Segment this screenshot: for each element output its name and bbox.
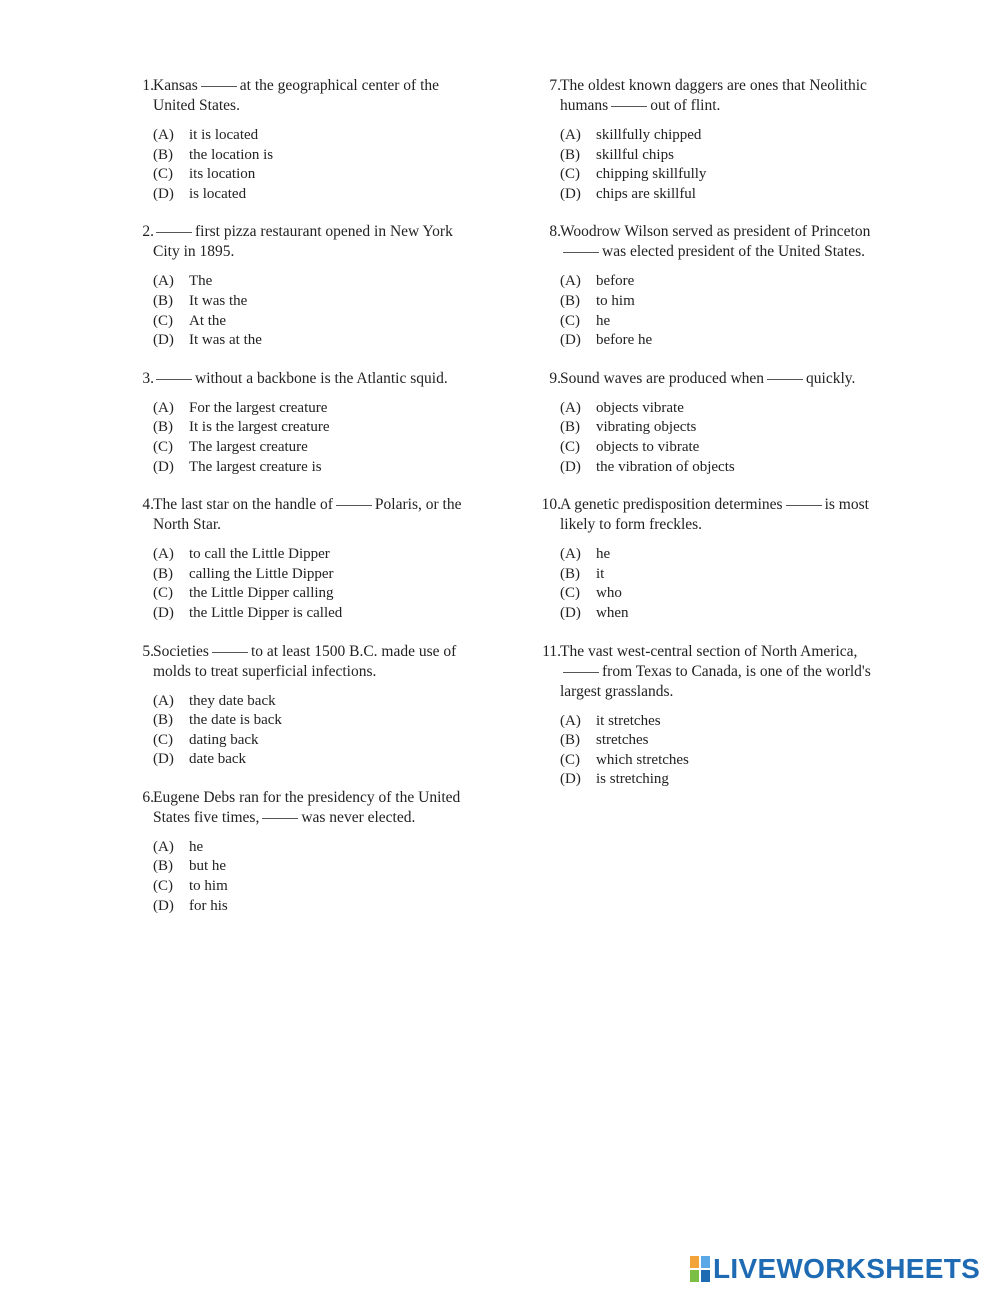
answer-option	[153, 838, 478, 858]
right-question-column	[535, 76, 880, 808]
answer-option	[153, 292, 478, 312]
option-text: skillfully chipped	[596, 127, 702, 143]
option-letter: (D)	[153, 604, 174, 621]
option-text: to him	[189, 878, 228, 895]
question-number: 5.	[142, 642, 154, 660]
question-stem	[153, 76, 478, 116]
option-text: but he	[189, 858, 227, 875]
question-2	[128, 222, 478, 350]
question-8	[535, 222, 880, 350]
option-letter: (C)	[153, 312, 173, 329]
stem-text-before-blank: Sound waves are produced when	[560, 369, 765, 387]
option-text: The largest creature	[189, 438, 308, 455]
stem-text-after-blank: to at least 1500 B.C. made use of molds to treat superficial infections.	[153, 642, 457, 680]
answer-option	[560, 438, 880, 458]
answer-option	[153, 331, 478, 351]
answer-option	[560, 146, 880, 166]
question-3	[128, 369, 478, 477]
question-4	[128, 495, 478, 623]
option-letter: (A)	[560, 712, 581, 729]
option-letter: (B)	[153, 146, 173, 163]
question-number: 6.	[142, 788, 154, 806]
question-stem	[153, 788, 478, 828]
answer-option	[560, 604, 880, 624]
answer-option	[153, 750, 478, 770]
question-9	[535, 369, 880, 477]
option-letter: (A)	[560, 273, 581, 290]
option-letter: (A)	[153, 273, 174, 290]
answer-option	[153, 272, 478, 292]
option-text: skillful chips	[596, 146, 674, 163]
stem-text-after-blank: first pizza restaurant opened in New York City in 1895.	[153, 223, 453, 261]
liveworksheets-logo	[690, 1254, 980, 1284]
answer-options	[153, 126, 478, 204]
option-text: vibrating objects	[596, 419, 697, 436]
option-text: which stretches	[596, 751, 689, 768]
answer-option	[153, 604, 478, 624]
option-text: It was at the	[189, 332, 262, 349]
option-letter: (A)	[153, 546, 174, 563]
option-letter: (C)	[153, 878, 173, 895]
option-letter: (D)	[560, 771, 581, 788]
answer-option	[560, 584, 880, 604]
option-letter: (B)	[153, 858, 173, 875]
option-text: to him	[596, 292, 635, 309]
answer-option	[153, 146, 478, 166]
answer-option	[560, 272, 880, 292]
question-stem	[153, 642, 478, 682]
stem-text-before-blank: Eugene Debs ran for the presidency of the United States five times,	[153, 788, 461, 826]
option-letter: (A)	[560, 127, 581, 143]
answer-blank	[563, 252, 599, 253]
question-stem	[153, 495, 478, 535]
option-text: who	[596, 585, 622, 602]
option-text: dating back	[189, 731, 259, 748]
option-text: chips are skillful	[596, 185, 696, 202]
option-text: for his	[189, 897, 228, 914]
answer-option	[560, 731, 880, 751]
answer-option	[153, 584, 478, 604]
answer-option	[560, 712, 880, 732]
stem-text-after-blank: without a backbone is the Atlantic squid.	[195, 369, 448, 387]
answer-options	[153, 838, 478, 916]
option-text: It is the largest creature	[189, 419, 330, 436]
answer-options	[560, 272, 880, 350]
answer-option	[153, 692, 478, 712]
option-letter: (A)	[153, 838, 174, 855]
answer-option	[153, 165, 478, 185]
option-letter: (C)	[560, 438, 580, 455]
option-text: the location is	[189, 146, 274, 163]
option-text: before	[596, 273, 635, 290]
option-text: The	[189, 273, 213, 290]
question-11	[535, 642, 880, 790]
question-number: 1.	[142, 77, 154, 94]
answer-blank	[156, 379, 192, 380]
answer-option	[153, 877, 478, 897]
option-letter: (B)	[560, 732, 580, 749]
answer-blank	[786, 505, 822, 506]
stem-text-before-blank: A genetic predisposition determines	[560, 496, 783, 514]
question-1	[128, 76, 478, 204]
option-letter: (C)	[560, 166, 580, 183]
stem-text-before-blank: The last star on the handle of	[153, 496, 333, 514]
question-number: 8.	[549, 223, 561, 241]
option-text: before he	[596, 332, 653, 349]
answer-option	[153, 399, 478, 419]
question-number: 7.	[549, 77, 561, 94]
option-letter: (A)	[153, 692, 174, 709]
question-number: 10.	[541, 496, 561, 514]
option-letter: (B)	[153, 712, 173, 729]
option-text: its location	[189, 166, 256, 183]
answer-option	[560, 399, 880, 419]
answer-option	[560, 126, 880, 146]
answer-option	[560, 458, 880, 478]
option-text: the Little Dipper is called	[189, 604, 343, 621]
stem-text-after-blank: at the geographical center of the United States.	[153, 77, 440, 114]
option-text: objects to vibrate	[596, 438, 700, 455]
option-text: It was the	[189, 292, 248, 309]
answer-blank	[611, 106, 647, 107]
option-text: he	[189, 838, 204, 855]
stem-text-after-blank: is most likely to form freckles.	[560, 496, 869, 534]
option-letter: (C)	[153, 731, 173, 748]
stem-text-after-blank: was elected president of the United States.	[602, 243, 865, 261]
question-10	[535, 495, 880, 623]
option-letter: (C)	[560, 585, 580, 602]
answer-blank	[156, 232, 192, 233]
answer-options	[560, 545, 880, 623]
option-letter: (D)	[560, 458, 581, 475]
answer-option	[153, 545, 478, 565]
question-number: 9.	[549, 369, 561, 387]
option-letter: (D)	[153, 185, 174, 202]
option-text: he	[596, 546, 611, 563]
option-letter: (B)	[560, 292, 580, 309]
answer-option	[560, 418, 880, 438]
option-text: he	[596, 312, 611, 329]
question-number: 3.	[142, 369, 154, 387]
stem-text-before-blank: Societies	[153, 642, 209, 660]
question-number: 4.	[142, 496, 154, 514]
option-text: objects vibrate	[596, 399, 684, 416]
option-letter: (A)	[560, 399, 581, 416]
option-text: the date is back	[189, 712, 282, 729]
option-letter: (D)	[153, 332, 174, 349]
question-number: 2.	[142, 223, 154, 241]
answer-option	[560, 331, 880, 351]
answer-option	[560, 770, 880, 790]
answer-blank	[336, 505, 372, 506]
answer-option	[153, 711, 478, 731]
option-text: calling the Little Dipper	[189, 565, 334, 582]
option-text: to call the Little Dipper	[189, 546, 330, 563]
answer-option	[560, 545, 880, 565]
option-text: when	[596, 604, 629, 621]
option-letter: (D)	[153, 897, 174, 914]
liveworksheets-logo-icon	[690, 1256, 710, 1282]
answer-blank	[262, 818, 298, 819]
answer-option	[153, 565, 478, 585]
answer-options	[560, 126, 880, 204]
option-text: At the	[189, 312, 227, 329]
answer-option	[560, 565, 880, 585]
answer-option	[153, 438, 478, 458]
stem-text-after-blank: Polaris, or the North Star.	[153, 496, 462, 534]
answer-options	[153, 272, 478, 350]
option-letter: (C)	[560, 312, 580, 329]
left-question-column	[128, 76, 478, 934]
option-letter: (C)	[153, 585, 173, 602]
option-letter: (D)	[560, 332, 581, 349]
answer-options	[560, 712, 880, 790]
option-text: date back	[189, 751, 247, 768]
answer-option	[153, 458, 478, 478]
stem-text-before-blank: Woodrow Wilson served as president of Princeton	[560, 223, 871, 241]
option-text: they date back	[189, 692, 276, 709]
option-letter: (D)	[153, 458, 174, 475]
option-letter: (D)	[560, 185, 581, 202]
question-stem	[153, 369, 478, 389]
question-6	[128, 788, 478, 916]
answer-option	[560, 312, 880, 332]
option-letter: (C)	[153, 166, 173, 183]
answer-options	[153, 692, 478, 770]
question-stem	[153, 222, 478, 262]
answer-option	[153, 897, 478, 917]
option-letter: (A)	[153, 127, 174, 143]
answer-options	[560, 399, 880, 477]
question-stem	[560, 642, 880, 702]
answer-option	[153, 312, 478, 332]
option-letter: (B)	[560, 565, 580, 582]
stem-text-before-blank: The oldest known daggers are ones that Neolithic humans	[560, 77, 867, 114]
stem-text-before-blank: The vast west-central section of North America,	[560, 642, 858, 660]
option-text: it stretches	[596, 712, 661, 729]
option-text: it is located	[189, 127, 259, 143]
option-text: the vibration of objects	[596, 458, 735, 475]
answer-option	[560, 751, 880, 771]
logo-text: LIVEWORKSHEETS	[713, 1253, 981, 1284]
answer-option	[153, 731, 478, 751]
stem-text-after-blank: quickly.	[806, 369, 856, 387]
answer-blank	[767, 379, 803, 380]
stem-text-before-blank: Kansas	[153, 77, 198, 94]
answer-option	[560, 185, 880, 205]
option-text: is stretching	[596, 771, 669, 788]
option-text: it	[596, 565, 605, 582]
option-letter: (D)	[560, 604, 581, 621]
option-letter: (B)	[560, 419, 580, 436]
option-letter: (A)	[560, 546, 581, 563]
option-text: For the largest creature	[189, 399, 328, 416]
answer-blank	[212, 652, 248, 653]
option-letter: (B)	[153, 292, 173, 309]
option-letter: (C)	[153, 438, 173, 455]
option-text: is located	[189, 185, 247, 202]
answer-option	[153, 418, 478, 438]
answer-blank	[201, 86, 237, 87]
answer-option	[560, 165, 880, 185]
stem-text-after-blank: was never elected.	[301, 808, 416, 826]
answer-options	[153, 545, 478, 623]
question-stem	[560, 495, 880, 535]
option-text: chipping skillfully	[596, 166, 707, 183]
stem-text-after-blank: from Texas to Canada, is one of the world's largest grasslands.	[560, 662, 871, 700]
stem-text-after-blank: out of flint.	[650, 97, 721, 114]
option-text: The largest creature is	[189, 458, 322, 475]
option-text: the Little Dipper calling	[189, 585, 334, 602]
answer-option	[153, 857, 478, 877]
question-stem	[560, 222, 880, 262]
option-letter: (B)	[153, 565, 173, 582]
answer-option	[560, 292, 880, 312]
answer-option	[153, 185, 478, 205]
question-number: 11.	[542, 642, 561, 660]
option-letter: (C)	[560, 751, 580, 768]
option-letter: (B)	[560, 146, 580, 163]
option-text: stretches	[596, 732, 649, 749]
option-letter: (B)	[153, 419, 173, 436]
option-letter: (A)	[153, 399, 174, 416]
question-stem	[560, 76, 880, 116]
question-7	[535, 76, 880, 204]
answer-option	[153, 126, 478, 146]
option-letter: (D)	[153, 751, 174, 768]
answer-options	[153, 399, 478, 477]
question-5	[128, 642, 478, 770]
question-stem	[560, 369, 880, 389]
answer-blank	[563, 672, 599, 673]
